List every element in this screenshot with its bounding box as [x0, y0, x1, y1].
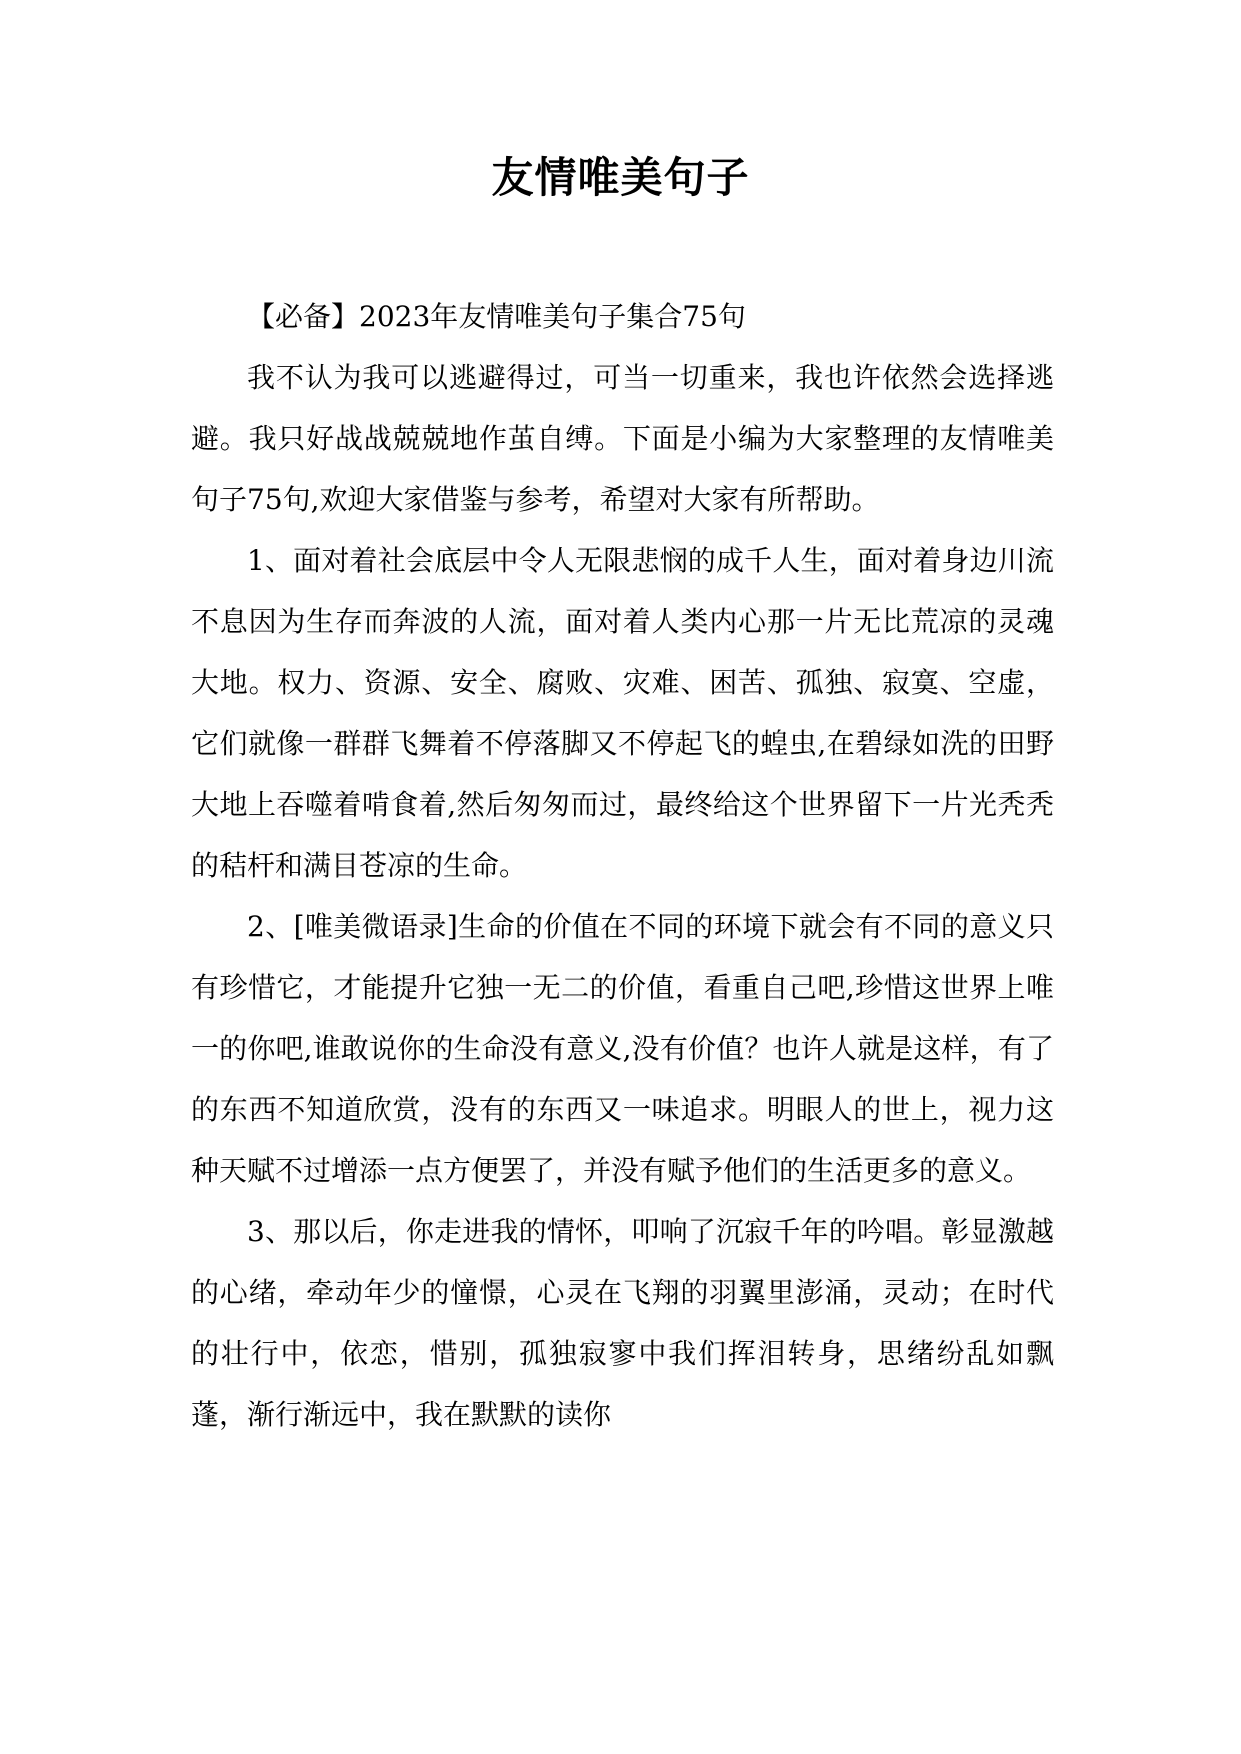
- sentence-paragraph-3: 3、那以后，你走进我的情怀，叩响了沉寂千年的吟唱。彰显激越的心绪，牵动年少的憧憬，心灵在飞翔的羽翼里澎涌，灵动；在时代的壮行中，依恋，惜别，孤独寂寥中我们挥泪转身，思绪纷乱如飘蓬，渐行渐远中，我在默默的读你: [191, 1215, 1054, 1431]
- document-body: [191, 286, 1054, 1445]
- subtitle-paragraph: 【必备】2023年友情唯美句子集合75句: [247, 300, 746, 333]
- sentence-paragraph-2: 2、[唯美微语录]生命的价值在不同的环境下就会有不同的意义只有珍惜它，才能提升它独一无二的价值，看重自己吧,珍惜这世界上唯一的你吧,谁敢说你的生命没有意义,没有价值？也许人就是这样，有了的东西不知道欣赏，没有的东西又一味追求。明眼人的世上，视力这种天赋不过增添一点方便罢了，并没有赋予他们的生活更多的意义。: [191, 910, 1054, 1187]
- intro-paragraph: 我不认为我可以逃避得过，可当一切重来，我也许依然会选择逃避。我只好战战兢兢地作茧自缚。下面是小编为大家整理的友情唯美句子75句,欢迎大家借鉴与参考，希望对大家有所帮助。: [191, 361, 1054, 516]
- sentence-paragraph-1: 1、面对着社会底层中令人无限悲悯的成千人生，面对着身边川流不息因为生存而奔波的人流，面对着人类内心那一片无比荒凉的灵魂大地。权力、资源、安全、腐败、灾难、困苦、孤独、寂寞、空虚，它们就像一群群飞舞着不停落脚又不停起飞的蝗虫,在碧绿如洗的田野大地上吞噬着啃食着,然后匆匆而过，最终给这个世界留下一片光秃秃的秸杆和满目苍凉的生命。: [191, 544, 1054, 882]
- document-title: 友情唯美句子: [491, 153, 750, 202]
